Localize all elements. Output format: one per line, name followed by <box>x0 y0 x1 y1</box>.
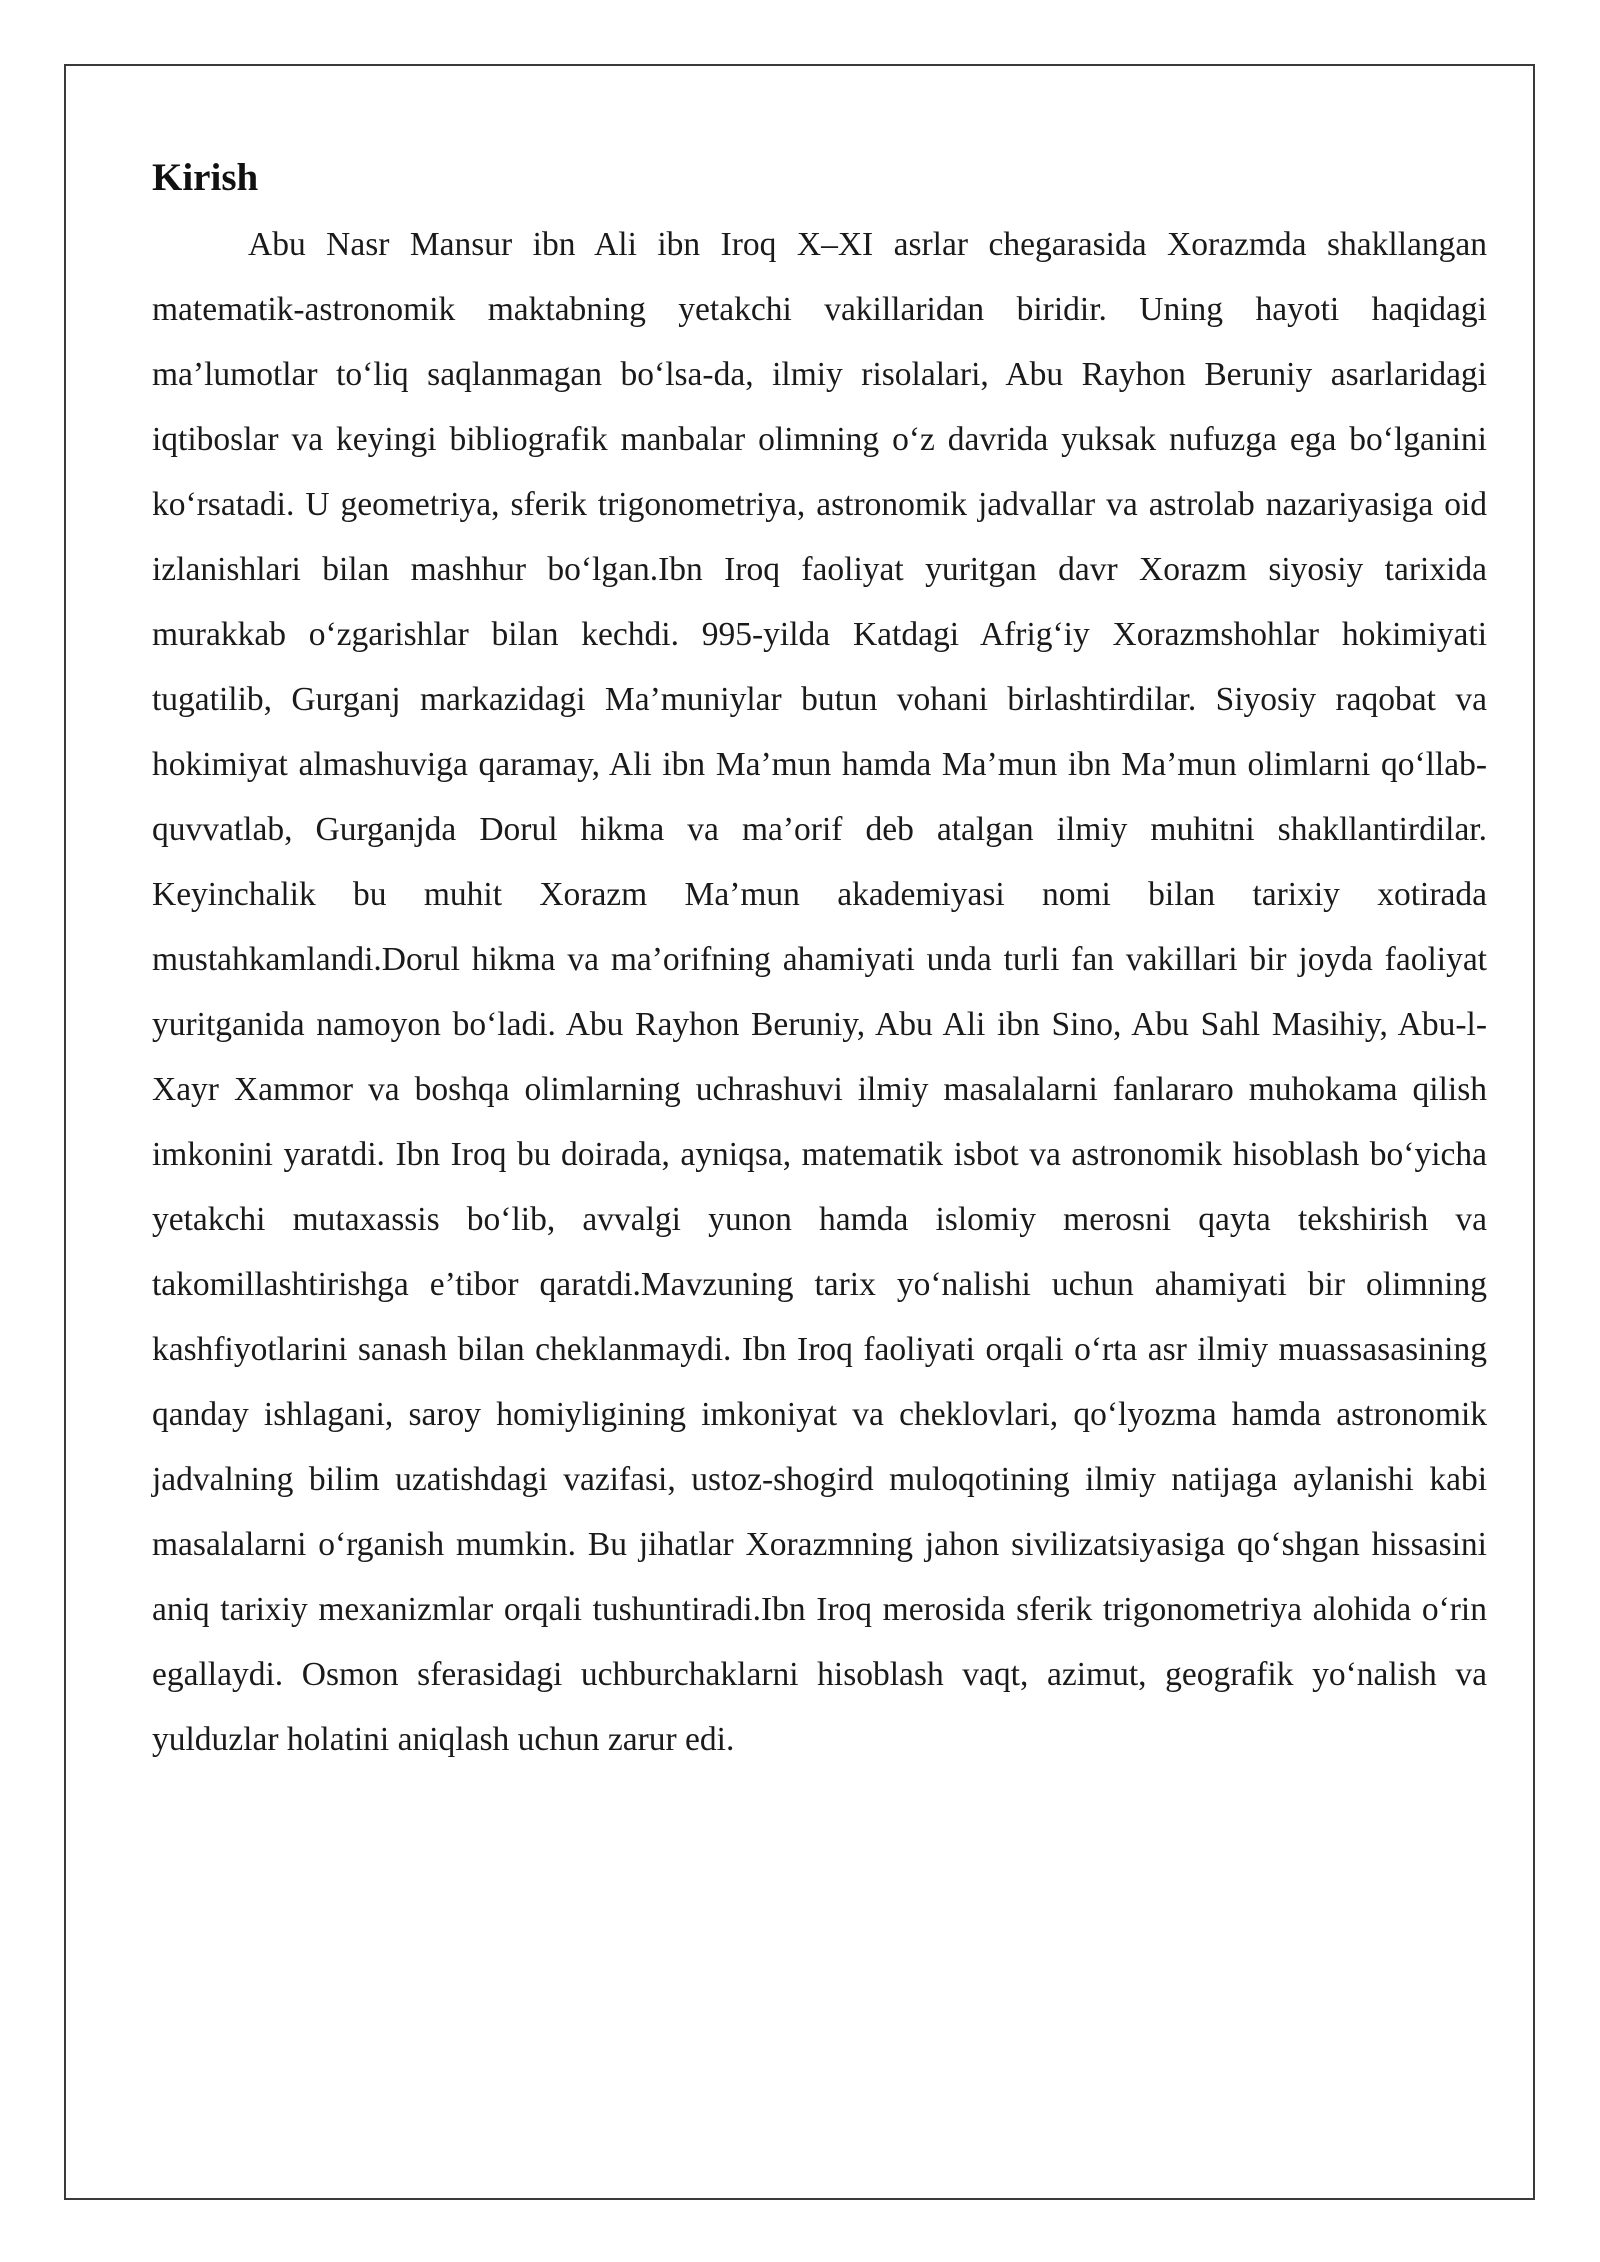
body-paragraph: Abu Nasr Mansur ibn Ali ibn Iroq X–XI asrlar chegarasida Xorazmda shakllangan matematik-astronomik maktabning yetakchi vakillaridan biridir. Uning hayoti haqidagi ma’lumotlar to‘liq saqlanmagan bo‘lsa-da, ilmiy risolalari, Abu Rayhon Beruniy asarlaridagi iqtiboslar va keyingi bibliografik manbalar olimning o‘z davrida yuksak nufuzga ega bo‘lganini ko‘rsatadi. U geometriya, sferik trigonometriya, astronomik jadvallar va astrolab nazariyasiga oid izlanishlari bilan mashhur bo‘lgan.Ibn Iroq faoliyat yuritgan davr Xorazm siyosiy tarixida murakkab o‘zgarishlar bilan kechdi. 995-yilda Katdagi Afrig‘iy Xorazmshohlar hokimiyati tugatilib, Gurganj markazidagi Ma’muniylar butun vohani birlashtirdilar. Siyosiy raqobat va hokimiyat almashuviga qaramay, Ali ibn Ma’mun hamda Ma’mun ibn Ma’mun olimlarni qo‘llab-quvvatlab, Gurganjda Dorul hikma va ma’orif deb atalgan ilmiy muhitni shakllantirdilar. Keyinchalik bu muhit Xorazm Ma’mun akademiyasi nomi bilan tarixiy xotirada mustahkamlandi.Dorul hikma va ma’orifning ahamiyati unda turli fan vakillari bir joyda faoliyat yuritganida namoyon bo‘ladi. Abu Rayhon Beruniy, Abu Ali ibn Sino, Abu Sahl Masihiy, Abu-l-Xayr Xammor va boshqa olimlarning uchrashuvi ilmiy masalalarni fanlararo muhokama qilish imkonini yaratdi. Ibn Iroq bu doirada, ayniqsa, matematik isbot va astronomik hisoblash bo‘yicha yetakchi mutaxassis bo‘lib, avvalgi yunon hamda islomiy merosni qayta tekshirish va takomillashtirishga e’tibor qaratdi.Mavzuning tarix yo‘nalishi uchun ahamiyati bir olimning kashfiyotlarini sanash bilan cheklanmaydi. Ibn Iroq faoliyati orqali o‘rta asr ilmiy muassasasining qanday ishlagani, saroy homiyligining imkoniyat va cheklovlari, qo‘lyozma hamda astronomik jadvalning bilim uzatishdagi vazifasi, ustoz-shogird muloqotining ilmiy natijaga aylanishi kabi masalalarni o‘rganish mumkin. Bu jihatlar Xorazmning jahon sivilizatsiyasiga qo‘shgan hissasini aniq tarixiy mexanizmlar orqali tushuntiradi.Ibn Iroq merosida sferik trigonometriya alohida o‘rin egallaydi. Osmon sferasidagi uchburchaklarni hisoblash vaqt, azimut, geografik yo‘nalish va yulduzlar holatini aniqlash uchun zarur edi. <box>152 226 1487 1758</box>
section-heading: Kirish <box>152 156 259 199</box>
document-content <box>152 150 1487 1772</box>
